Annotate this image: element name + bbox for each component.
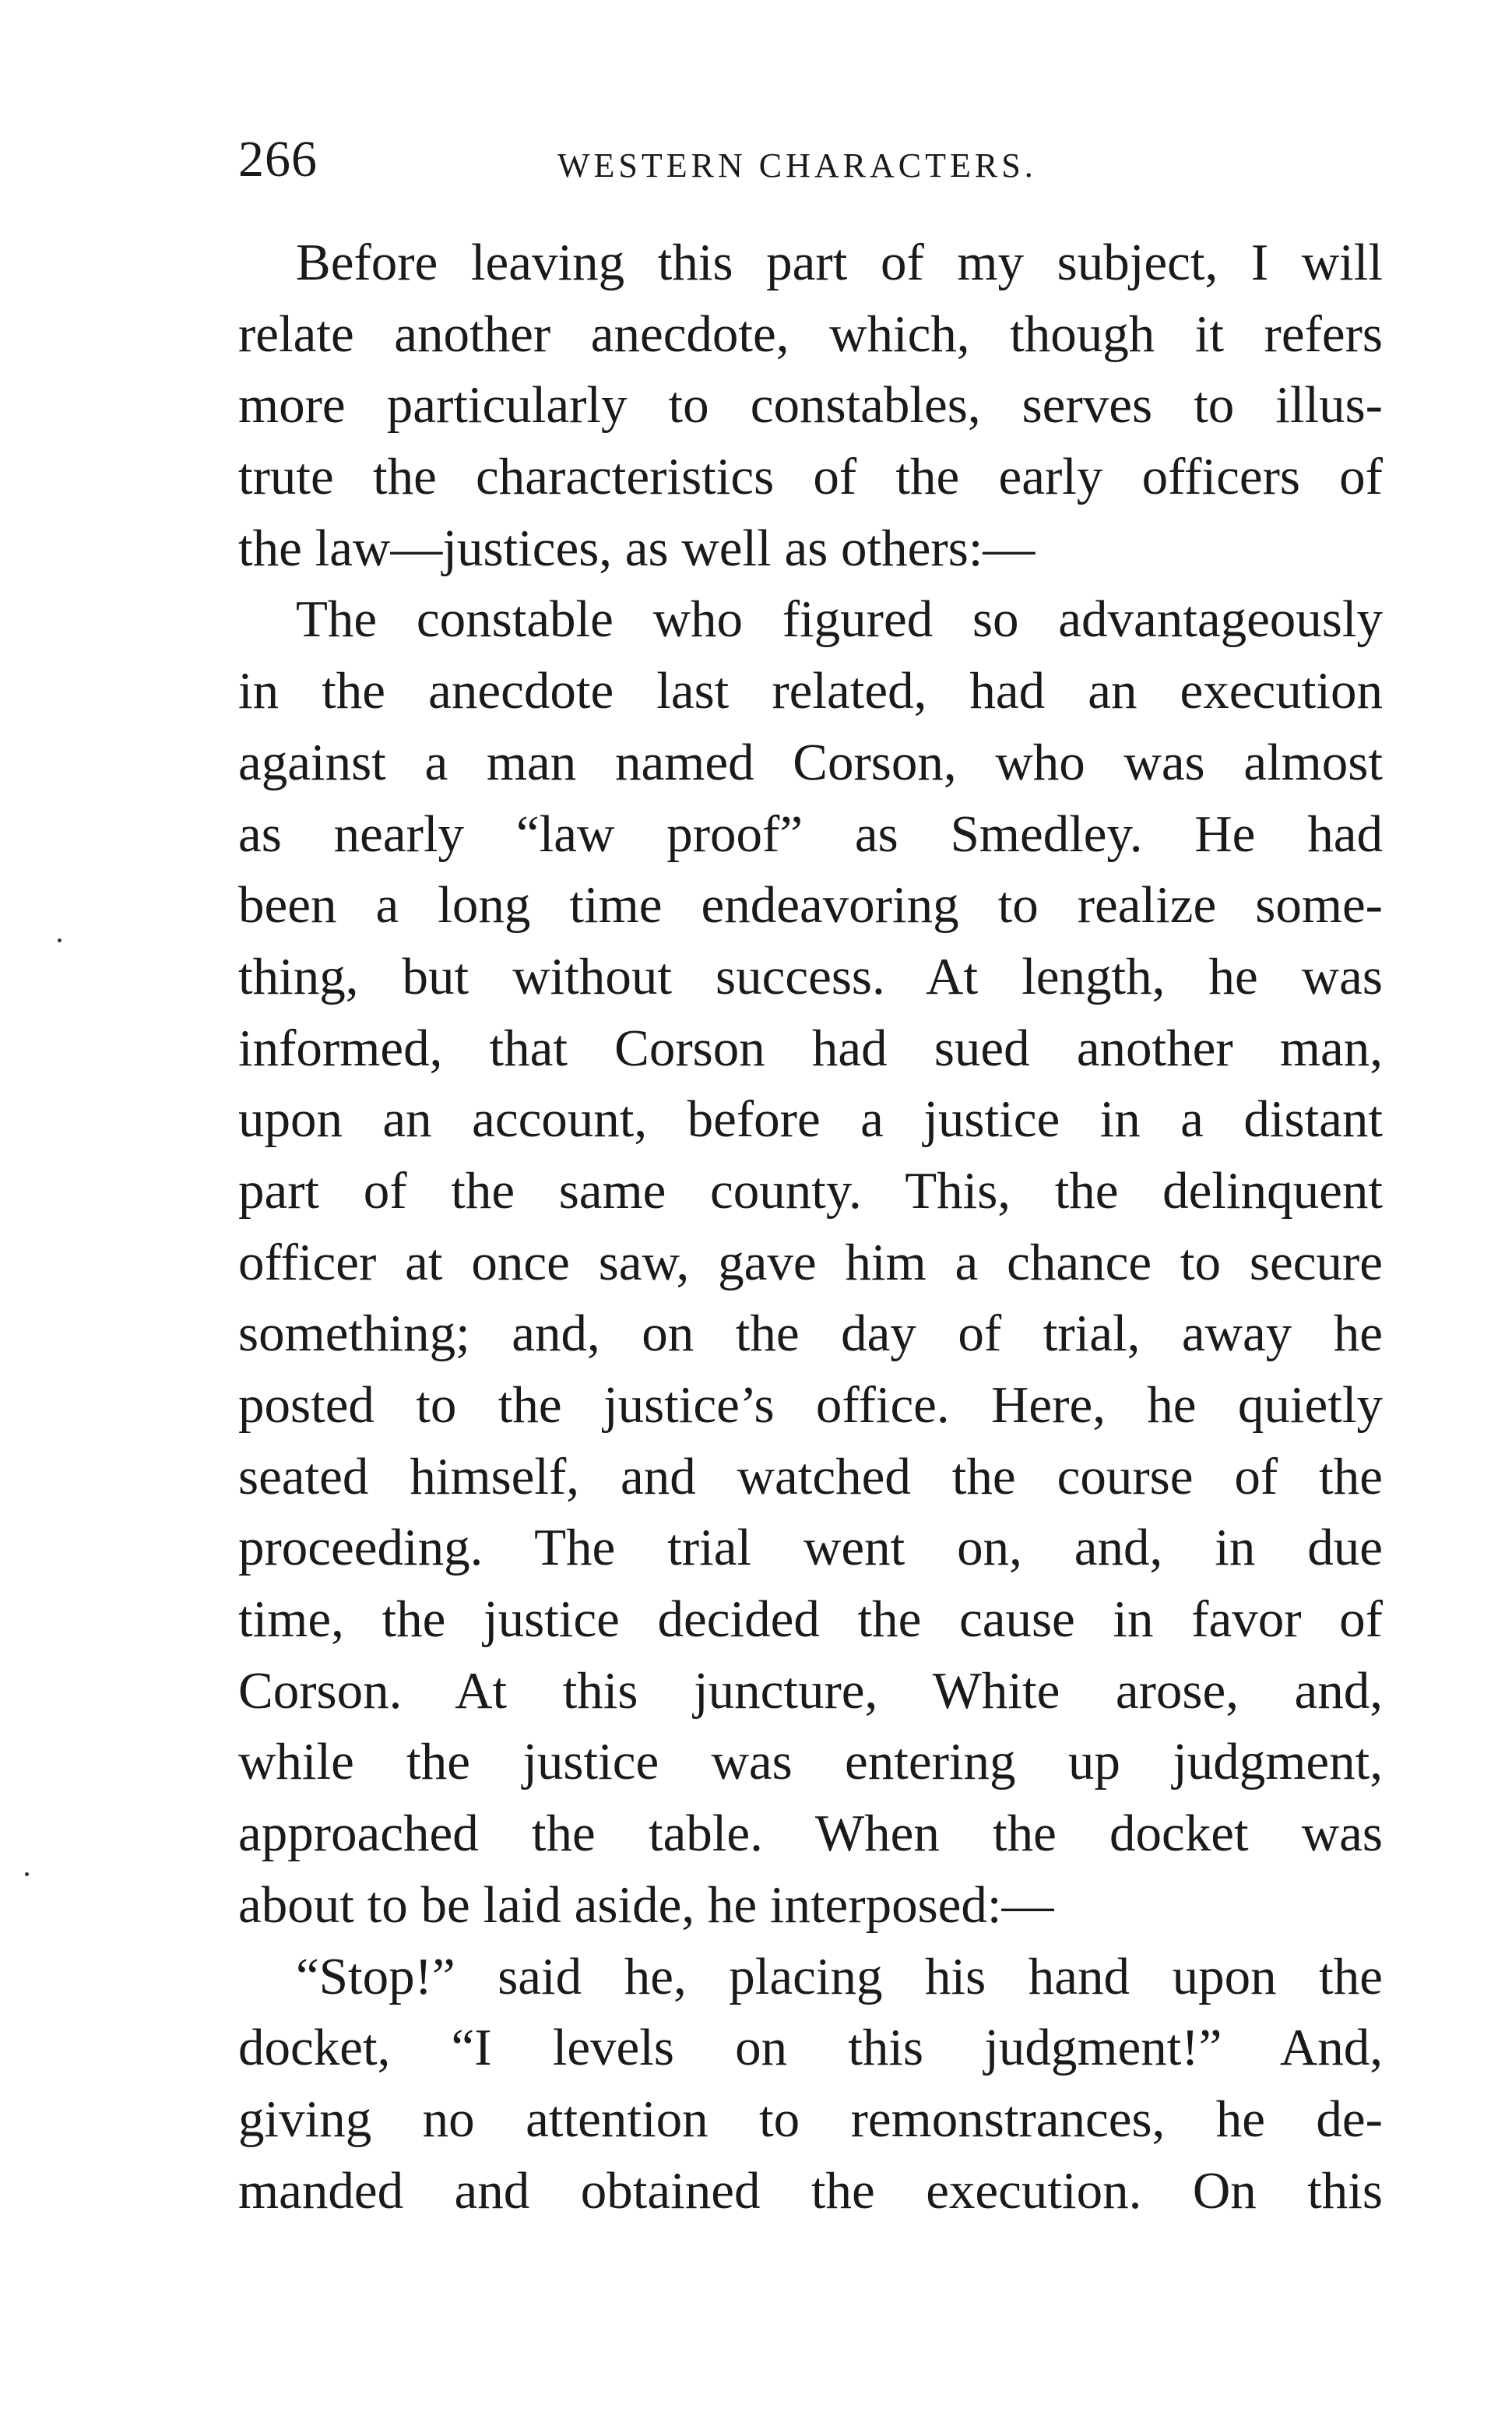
text-line: as nearly “law proof” as Smedley. He had [238, 805, 1383, 863]
text-line: “Stop!” said he, placing his hand upon the [296, 1947, 1383, 2005]
running-head: WESTERN CHARACTERS. [557, 146, 1037, 185]
text-line: officer at once saw, gave him a chance to secure [238, 1233, 1383, 1291]
text-line: the law—justices, as well as others:— [238, 519, 1036, 577]
text-line: The constable who figured so advantageously [296, 590, 1383, 649]
text-line: time, the justice decided the cause in favor of [238, 1590, 1383, 1649]
text-line: thing, but without success. At length, he was [238, 947, 1383, 1005]
text-line: been a long time endeavoring to realize some- [238, 876, 1383, 935]
text-line: in the anecdote last related, had an execution [238, 662, 1383, 720]
text-line: more particularly to constables, serves to illus- [238, 376, 1383, 435]
page-number: 266 [238, 131, 318, 188]
text-line: part of the same county. This, the delinquent [238, 1161, 1383, 1220]
text-line: docket, “I levels on this judgment!” And, [238, 2019, 1383, 2077]
text-line: something; and, on the day of trial, away he [238, 1305, 1383, 1363]
text-line: upon an account, before a justice in a distant [238, 1090, 1383, 1149]
text-line: seated himself, and watched the course of the [238, 1447, 1383, 1505]
print-speck [58, 938, 62, 942]
text-line: giving no attention to remonstrances, he de- [238, 2090, 1383, 2148]
text-line: relate another anecdote, which, though it refers [238, 305, 1383, 363]
text-line: Corson. At this juncture, White arose, and, [238, 1661, 1383, 1720]
text-line: trute the characteristics of the early officers of [238, 448, 1383, 506]
print-speck [25, 1872, 29, 1876]
text-line: against a man named Corson, who was almost [238, 733, 1383, 791]
page-header [238, 129, 1383, 191]
text-line: approached the table. When the docket was [238, 1805, 1383, 1863]
text-line: manded and obtained the execution. On this [238, 2161, 1383, 2220]
text-line: proceeding. The trial went on, and, in due [238, 1519, 1383, 1577]
body-text [238, 227, 1383, 2227]
text-line: Before leaving this part of my subject, I will [296, 234, 1383, 291]
text-line: about to be laid aside, he interposed:— [238, 1875, 1054, 1934]
text-line: posted to the justice’s office. Here, he quietly [238, 1376, 1383, 1434]
text-line: while the justice was entering up judgment, [238, 1733, 1383, 1791]
text-line: informed, that Corson had sued another man, [238, 1019, 1383, 1077]
